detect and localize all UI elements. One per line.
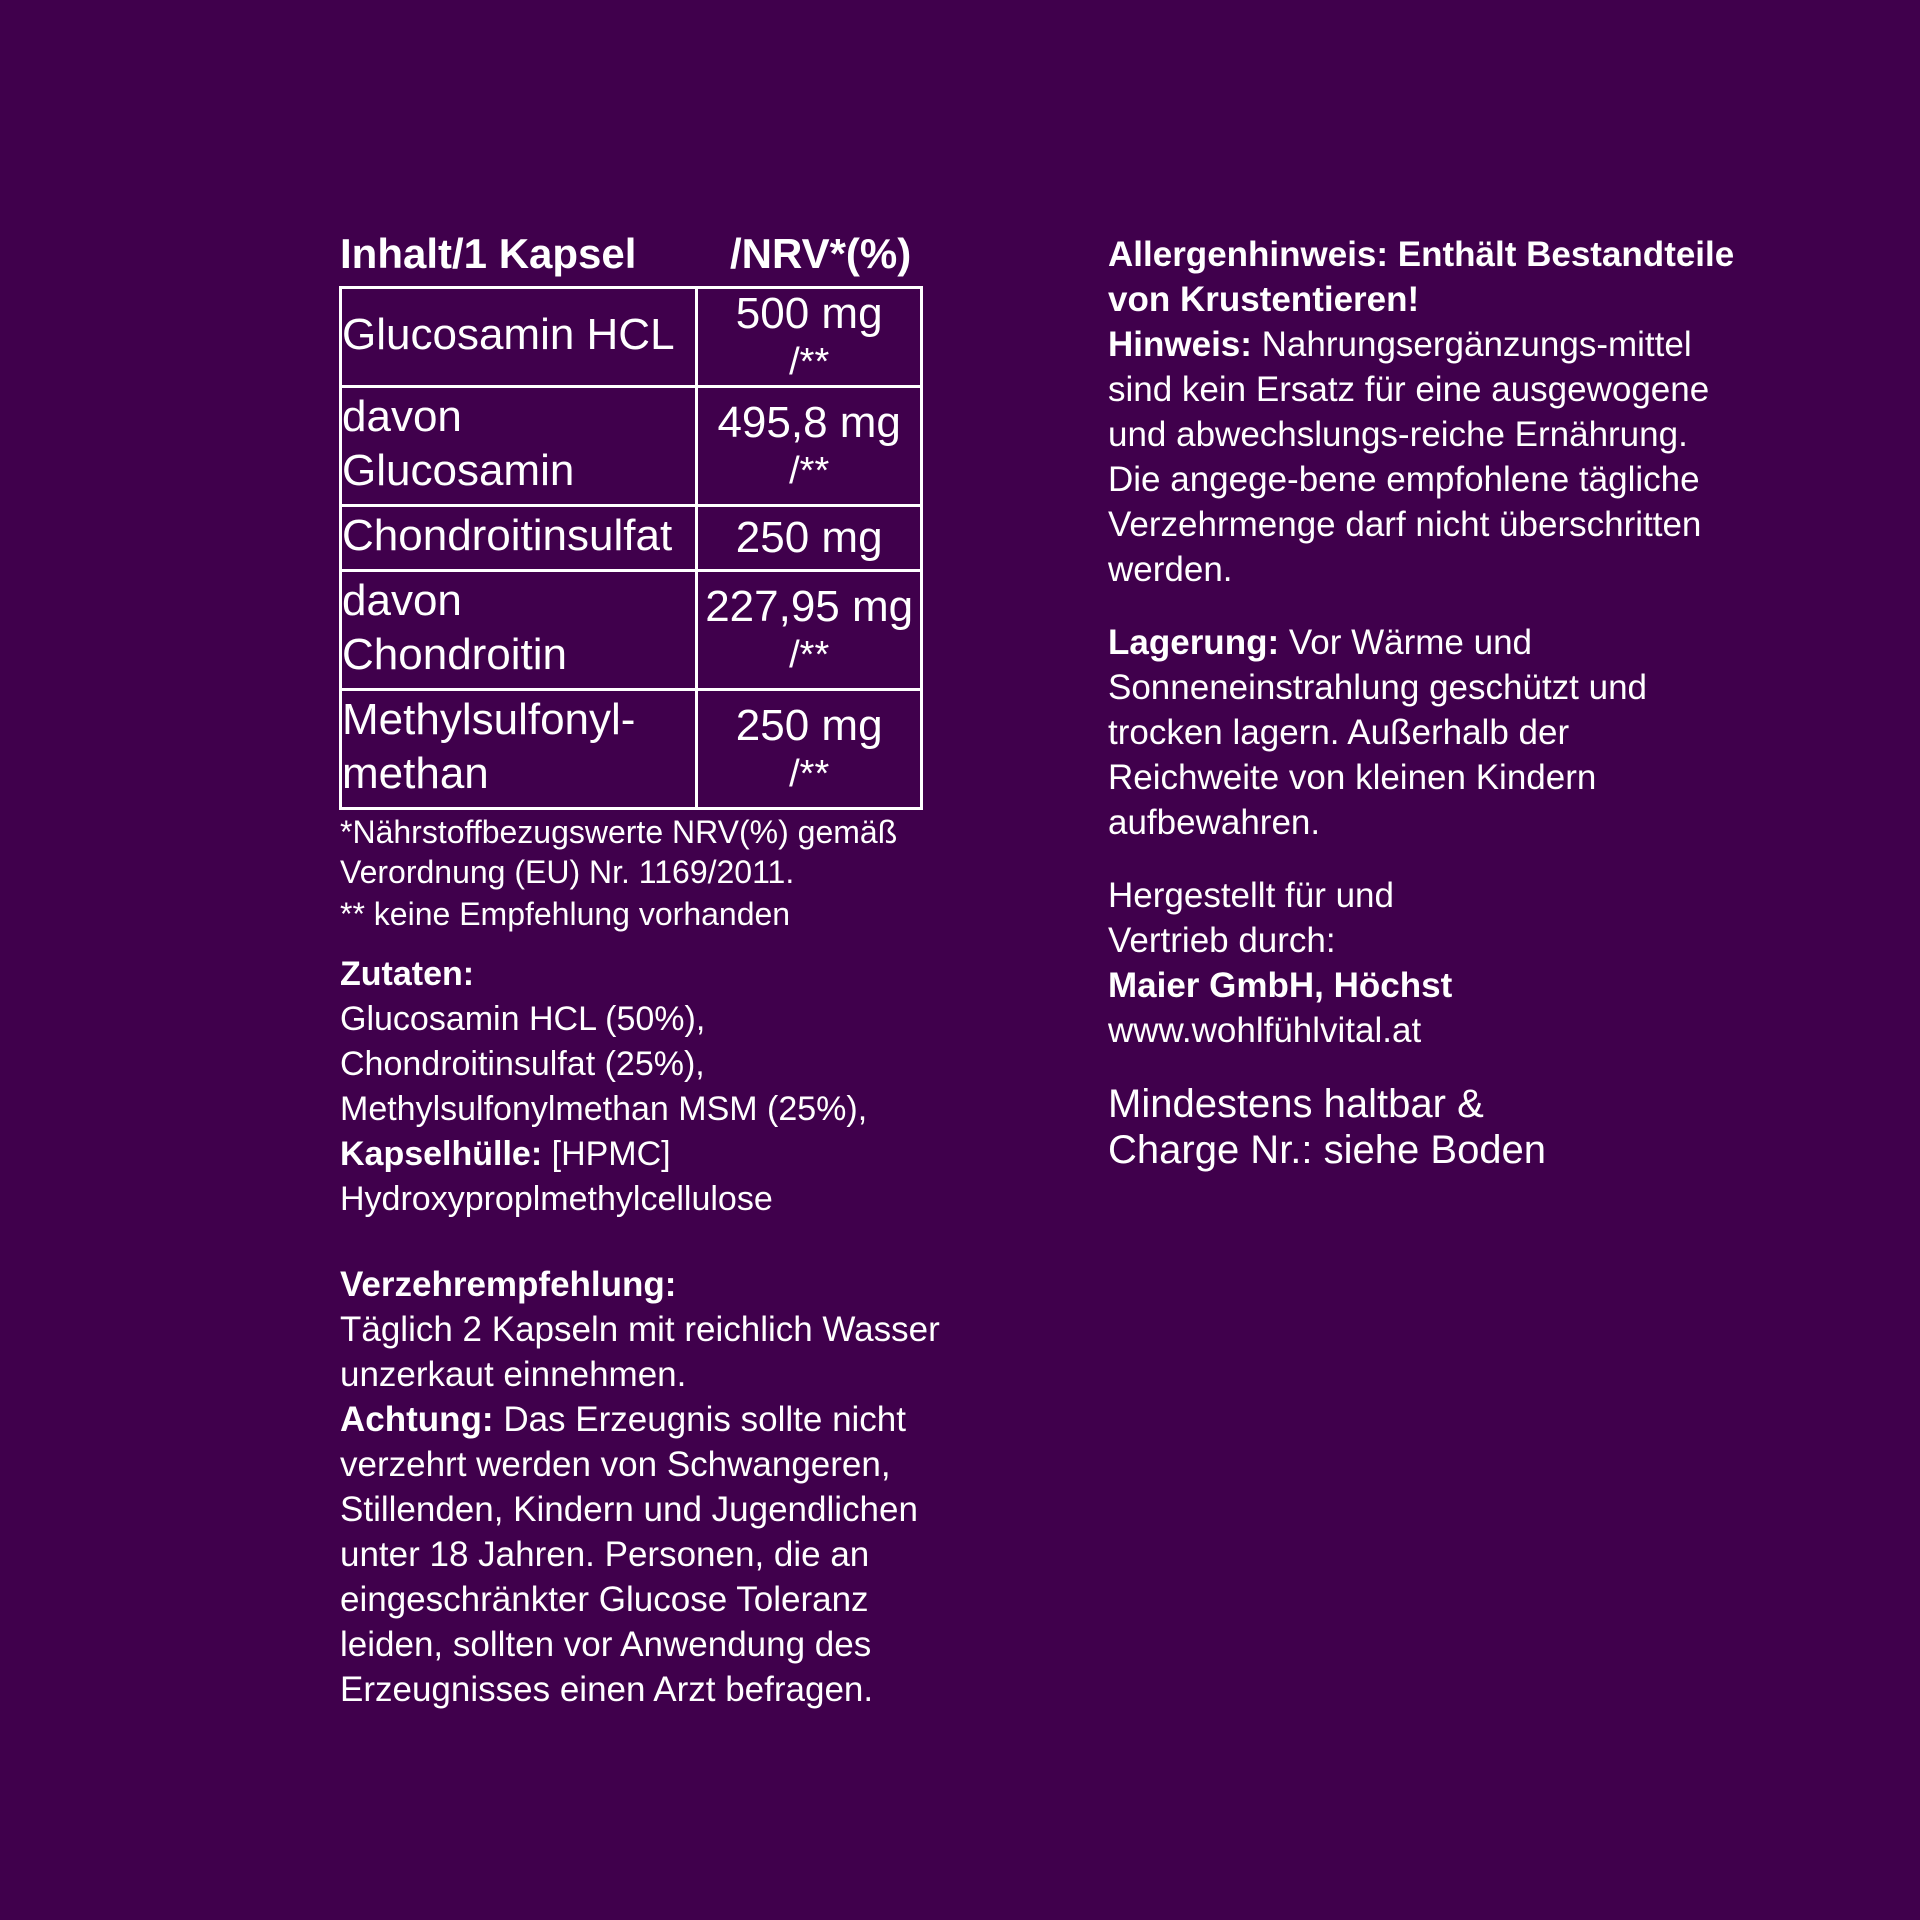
row-value: 495,8 mg — [717, 398, 901, 447]
storage-label: Lagerung: — [1108, 623, 1280, 662]
storage-section — [1108, 620, 1748, 845]
ingredients-text: Glucosamin HCL (50%), Chondroitinsulfat (25%), Methylsulfonylmethan MSM (25%), — [340, 1000, 868, 1128]
company-name: Maier GmbH, Höchst — [1108, 966, 1453, 1005]
right-column — [1108, 232, 1748, 1173]
row-value: 500 mg — [735, 289, 883, 338]
dosage-title: Verzehrempfehlung: — [340, 1265, 677, 1304]
row-value-cell — [697, 690, 922, 809]
table-row — [341, 571, 922, 690]
row-value-cell — [697, 571, 922, 690]
dosage-section — [340, 1262, 960, 1712]
table-row — [341, 288, 922, 387]
row-value-cell — [697, 288, 922, 387]
table-row — [341, 690, 922, 809]
nutrition-header — [340, 228, 960, 280]
left-column — [340, 228, 960, 1712]
dosage-text: Täglich 2 Kapseln mit reichlich Wasser unzerkaut einnehmen. — [340, 1310, 940, 1394]
row-value: 250 mg — [735, 513, 883, 562]
allergen-notice: Allergenhinweis: Enthält Bestandteile von Krustentieren! — [1108, 235, 1735, 319]
warning-text: Das Erzeugnis sollte nicht verzehrt werden von Schwangeren, Stillenden, Kindern und Jugendlichen unter 18 Jahren. Personen, die an eingeschränkter Glucose Toleranz leiden, sollten vor Anwendung des Erzeugnisses einen Arzt befragen. — [340, 1400, 918, 1709]
capsule-shell-label: Kapselhülle: — [340, 1135, 543, 1173]
row-name: davon Glucosamin — [341, 387, 697, 506]
header-nrv: /NRV*(%) — [730, 230, 912, 277]
no-recommendation-footnote: ** keine Empfehlung vorhanden — [340, 896, 791, 932]
allergen-section — [1108, 232, 1748, 592]
website: www.wohlfühlvital.at — [1108, 1011, 1422, 1050]
row-value: 250 mg — [735, 701, 883, 750]
manufacturer-line2: Vertrieb durch: — [1108, 921, 1336, 960]
expiry-line1: Mindestens haltbar & — [1108, 1082, 1484, 1126]
table-row — [341, 506, 922, 571]
row-name: Methylsulfonyl-methan — [341, 690, 697, 809]
header-content: Inhalt/1 Kapsel — [340, 230, 637, 277]
warning-label: Achtung: — [340, 1400, 494, 1439]
row-nrv: /** — [789, 634, 830, 676]
ingredients-title: Zutaten: — [340, 955, 475, 993]
hint-text: Nahrungsergänzungs-mittel sind kein Ersatz für eine ausgewogene und abwechslungs-reiche Ernährung. Die angege-bene empfohlene tägliche Verzehrmenge darf nicht überschritten werden. — [1108, 325, 1710, 589]
expiry-section — [1108, 1081, 1748, 1173]
nrv-footnote: *Nährstoffbezugswerte NRV(%) gemäß Verordnung (EU) Nr. 1169/2011. — [340, 814, 898, 890]
row-value-cell — [697, 506, 922, 571]
row-name: davon Chondroitin — [341, 571, 697, 690]
row-name: Chondroitinsulfat — [341, 506, 697, 571]
row-value: 227,95 mg — [705, 582, 914, 631]
nutrition-table — [339, 286, 923, 810]
ingredients-section — [340, 952, 960, 1222]
row-name: Glucosamin HCL — [341, 288, 697, 387]
row-nrv: /** — [789, 341, 830, 383]
manufacturer-line1: Hergestellt für und — [1108, 876, 1394, 915]
manufacturer-section — [1108, 873, 1748, 1053]
capsule-shell-text: [HPMC] Hydroxyproplmethylcellulose — [340, 1135, 773, 1218]
row-nrv: /** — [789, 450, 830, 492]
row-nrv: /** — [789, 753, 830, 795]
hint-label: Hinweis: — [1108, 325, 1252, 364]
storage-text: Vor Wärme und Sonneneinstrahlung geschützt und trocken lagern. Außerhalb der Reichweite von kleinen Kindern aufbewahren. — [1108, 623, 1648, 842]
row-value-cell — [697, 387, 922, 506]
expiry-line2: Charge Nr.: siehe Boden — [1108, 1128, 1547, 1172]
table-row — [341, 387, 922, 506]
